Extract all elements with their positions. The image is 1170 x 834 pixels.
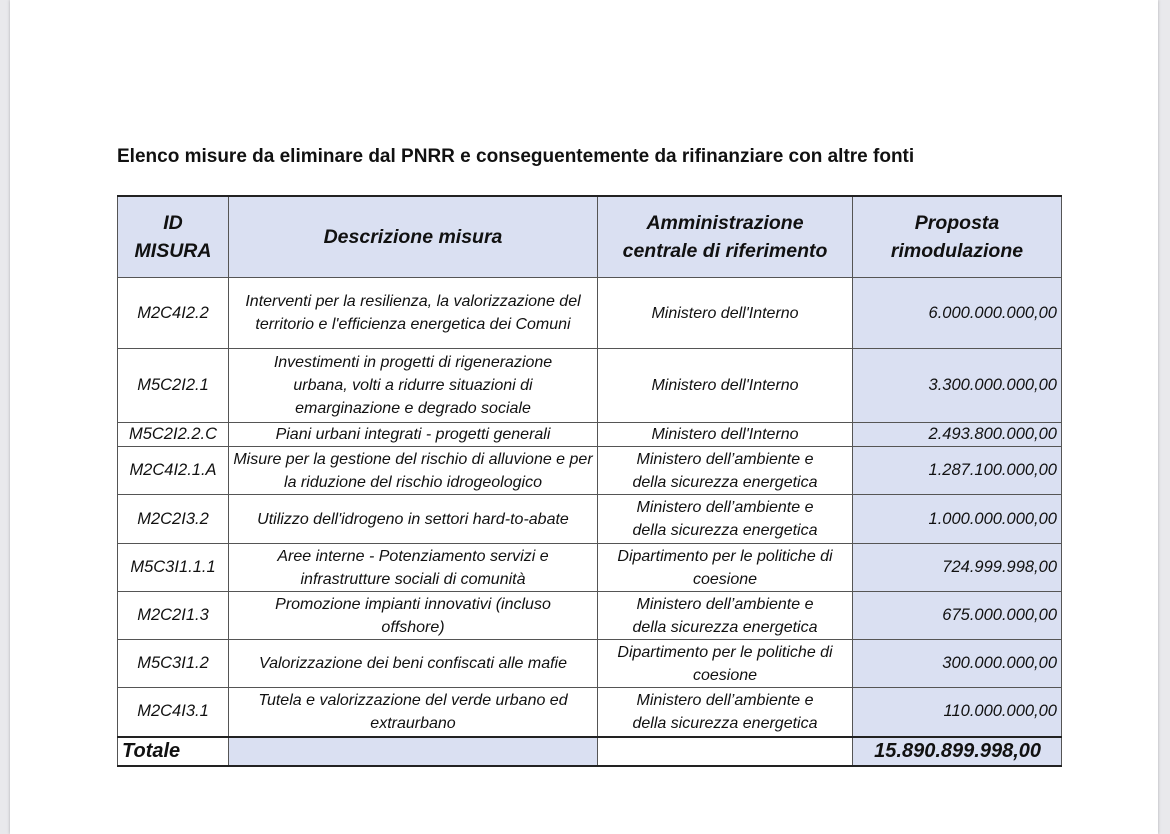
table-row — [118, 688, 1062, 737]
row-id: M5C2I2.2.C — [118, 423, 229, 447]
header-admin-line1: Amministrazione — [646, 212, 804, 234]
row-id: M5C3I1.2 — [118, 640, 229, 688]
header-amount-line1: Proposta — [914, 212, 1000, 234]
table-row — [118, 495, 1062, 544]
header-description: Descrizione misura — [229, 196, 598, 278]
table-row — [118, 423, 1062, 447]
row-id: M2C4I2.2 — [118, 278, 229, 349]
table-row — [118, 592, 1062, 640]
row-admin: Dipartimento per le politiche di coesione — [598, 640, 853, 688]
row-amount: 3.300.000.000,00 — [853, 349, 1062, 423]
row-amount: 6.000.000.000,00 — [853, 278, 1062, 349]
row-amount: 300.000.000,00 — [853, 640, 1062, 688]
header-admin-line2: centrale di riferimento — [622, 240, 828, 262]
row-amount: 1.000.000.000,00 — [853, 495, 1062, 544]
row-admin: Ministero dell’ambiente e della sicurezza energetica — [598, 495, 853, 544]
table-row — [118, 447, 1062, 495]
header-amount — [853, 196, 1062, 278]
row-id: M2C4I3.1 — [118, 688, 229, 737]
total-amount: 15.890.899.998,00 — [853, 737, 1062, 766]
row-admin: Ministero dell'Interno — [598, 349, 853, 423]
table-row — [118, 640, 1062, 688]
row-id: M2C4I2.1.A — [118, 447, 229, 495]
header-id — [118, 196, 229, 278]
row-admin: Ministero dell'Interno — [598, 278, 853, 349]
row-description: Piani urbani integrati - progetti generali — [229, 423, 598, 447]
measures-table — [117, 195, 1062, 767]
table-row — [118, 278, 1062, 349]
row-amount: 724.999.998,00 — [853, 544, 1062, 592]
row-admin: Dipartimento per le politiche di coesione — [598, 544, 853, 592]
row-description: Promozione impianti innovativi (incluso offshore) — [229, 592, 598, 640]
row-amount: 2.493.800.000,00 — [853, 423, 1062, 447]
row-id: M5C3I1.1.1 — [118, 544, 229, 592]
row-description: Utilizzo dell'idrogeno in settori hard-to-abate — [229, 495, 598, 544]
row-description: Valorizzazione dei beni confiscati alle mafie — [229, 640, 598, 688]
document-title: Elenco misure da eliminare dal PNRR e conseguentemente da rifinanziare con altre fonti — [117, 146, 915, 167]
row-id: M2C2I3.2 — [118, 495, 229, 544]
row-description: Interventi per la resilienza, la valorizzazione del territorio e l'efficienza energetica dei Comuni — [229, 278, 598, 349]
header-id-line1: ID — [163, 212, 183, 234]
row-description: Tutela e valorizzazione del verde urbano ed extraurbano — [229, 688, 598, 737]
total-label: Totale — [118, 737, 229, 766]
row-admin: Ministero dell’ambiente e della sicurezza energetica — [598, 688, 853, 737]
row-admin: Ministero dell'Interno — [598, 423, 853, 447]
row-admin: Ministero dell’ambiente e della sicurezza energetica — [598, 592, 853, 640]
row-amount: 110.000.000,00 — [853, 688, 1062, 737]
total-row — [118, 737, 1062, 766]
row-admin: Ministero dell’ambiente e della sicurezza energetica — [598, 447, 853, 495]
row-amount: 1.287.100.000,00 — [853, 447, 1062, 495]
row-id: M5C2I2.1 — [118, 349, 229, 423]
table-header-row — [118, 196, 1062, 278]
header-amount-line2: rimodulazione — [890, 240, 1024, 262]
document-page — [10, 0, 1158, 834]
total-blank-cell — [598, 737, 853, 766]
table-row — [118, 349, 1062, 423]
row-description: Misure per la gestione del rischio di alluvione e per la riduzione del rischio idrogeologico — [229, 447, 598, 495]
row-amount: 675.000.000,00 — [853, 592, 1062, 640]
header-admin — [598, 196, 853, 278]
row-description: Investimenti in progetti di rigenerazione urbana, volti a ridurre situazioni di emarginazione e degrado sociale — [229, 349, 598, 423]
table-row — [118, 544, 1062, 592]
total-blank-cell — [229, 737, 598, 766]
row-description: Aree interne - Potenziamento servizi e infrastrutture sociali di comunità — [229, 544, 598, 592]
header-id-line2: MISURA — [134, 240, 212, 262]
row-id: M2C2I1.3 — [118, 592, 229, 640]
